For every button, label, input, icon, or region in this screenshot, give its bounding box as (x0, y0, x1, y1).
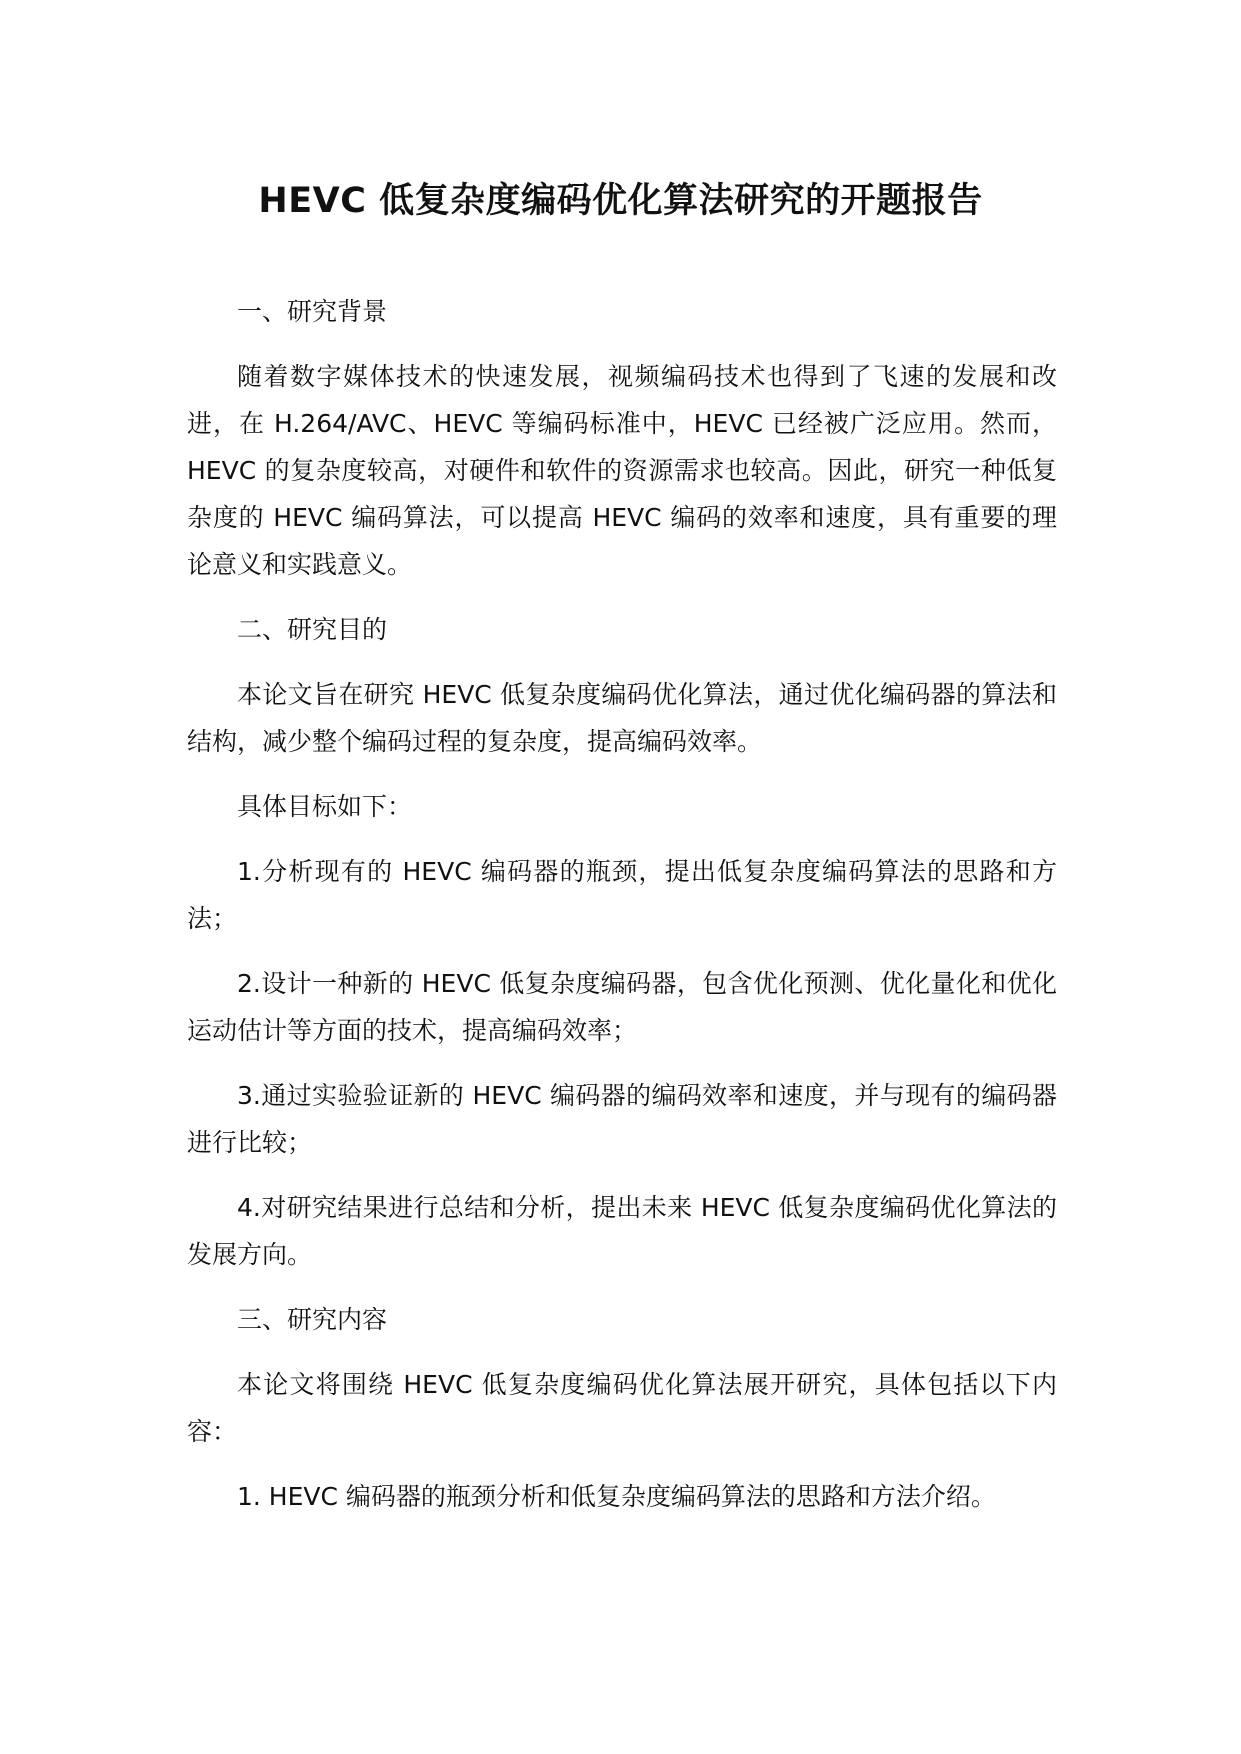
list-item: 4.对研究结果进行总结和分析，提出未来 HEVC 低复杂度编码优化算法的发展方向。 (187, 1193, 1057, 1269)
paragraph: 随着数字媒体技术的快速发展，视频编码技术也得到了飞速的发展和改进，在 H.264/AVC、HEVC 等编码标准中，HEVC 已经被广泛应用。然而，HEVC 的复杂度较高，对硬件和软件的资源需求也较高。因此，研究一种低复杂度的 HEVC 编码算法，可以提高 HEVC 编码的效率和速度，具有重要的理论意义和实践意义。 (187, 362, 1057, 579)
list-item: 1.分析现有的 HEVC 编码器的瓶颈，提出低复杂度编码算法的思路和方法； (187, 857, 1057, 933)
paragraph: 具体目标如下： (237, 792, 413, 821)
list-item: 3.通过实验验证新的 HEVC 编码器的编码效率和速度，并与现有的编码器进行比较； (187, 1081, 1057, 1157)
section-heading: 三、研究内容 (237, 1305, 388, 1334)
paragraph: 本论文将围绕 HEVC 低复杂度编码优化算法展开研究，具体包括以下内容： (187, 1370, 1057, 1446)
document-body (187, 288, 1057, 1520)
list-item: 2.设计一种新的 HEVC 低复杂度编码器，包含优化预测、优化量化和优化运动估计等方面的技术，提高编码效率； (187, 969, 1057, 1045)
document-title: HEVC 低复杂度编码优化算法研究的开题报告 (258, 181, 983, 221)
list-item: 1. HEVC 编码器的瓶颈分析和低复杂度编码算法的思路和方法介绍。 (237, 1482, 996, 1511)
section-heading: 一、研究背景 (237, 297, 388, 326)
section-heading: 二、研究目的 (237, 615, 388, 644)
paragraph: 本论文旨在研究 HEVC 低复杂度编码优化算法，通过优化编码器的算法和结构，减少整个编码过程的复杂度，提高编码效率。 (187, 680, 1057, 756)
